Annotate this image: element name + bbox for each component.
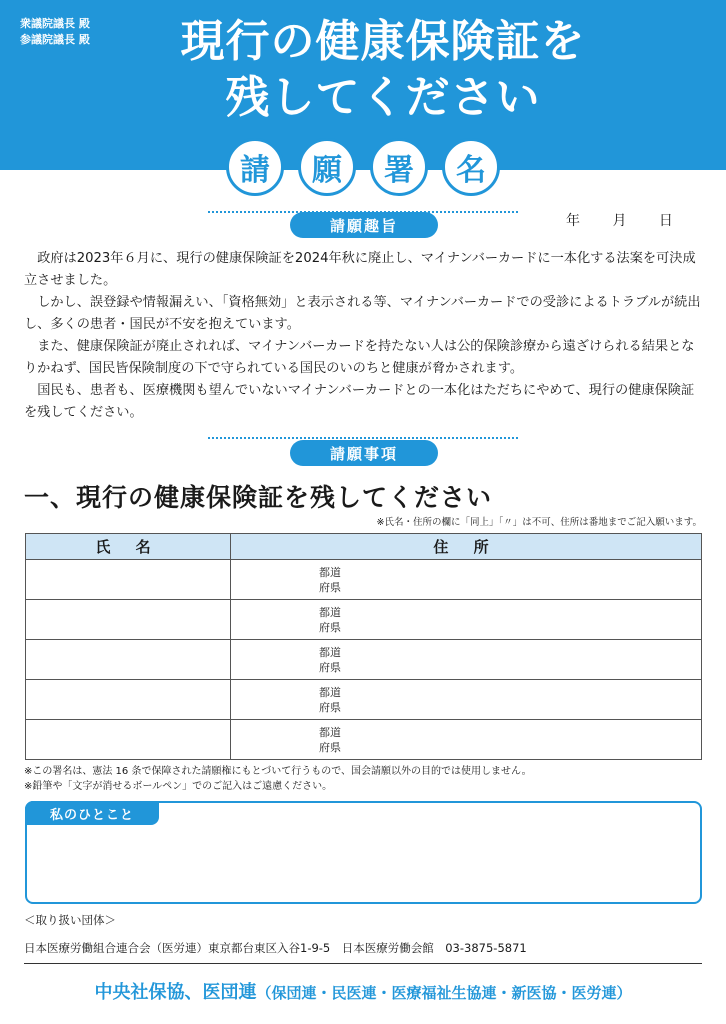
column-header-name: 氏 名 [26, 534, 231, 560]
address-cell[interactable] [231, 680, 702, 720]
table-row [26, 720, 702, 760]
address-cell[interactable] [231, 720, 702, 760]
organizer-info: 日本医療労働組合連合会（医労連）東京都台東区入谷1-9-5 日本医療労働会館 03-3875-5871 [24, 941, 527, 955]
page-title [0, 14, 726, 126]
table-row [26, 560, 702, 600]
table-row [26, 640, 702, 680]
purpose-paragraph: 国民も、患者も、医療機関も望んでいないマイナンバーカードとの一本化はただちにやめて、現行の健康保険証を残してください。 [24, 383, 695, 420]
footer-sub: （保団連・民医連・医療福祉生協連・新医協・医労連） [256, 984, 632, 1002]
dotted-divider [208, 437, 518, 439]
footer [0, 978, 726, 1004]
seal-char: 願 [298, 138, 356, 196]
date-field: 年 月 日 [566, 213, 673, 229]
comment-label: 私のひとこと [25, 801, 159, 825]
addressee-lower-house: 衆議院議長 殿 [20, 17, 90, 30]
name-cell[interactable] [26, 560, 231, 600]
footer-divider [24, 963, 702, 964]
addressee-upper-house: 参議院議長 殿 [20, 33, 90, 46]
signature-table [25, 533, 702, 760]
name-cell[interactable] [26, 600, 231, 640]
prefecture-label: 都道 府県 [319, 605, 341, 634]
column-header-address: 住 所 [231, 534, 702, 560]
address-cell[interactable] [231, 640, 702, 680]
prefecture-label: 都道 府県 [319, 565, 341, 594]
prefecture-label: 都道 府県 [319, 645, 341, 674]
name-cell[interactable] [26, 640, 231, 680]
name-cell[interactable] [26, 680, 231, 720]
table-row [26, 600, 702, 640]
usage-note: ※鉛筆や「文字が消せるボールペン」でのご記入はご遠慮ください。 [24, 781, 333, 792]
table-row [26, 680, 702, 720]
usage-note: ※この署名は、憲法 16 条で保障された請願権にもとづいて行うもので、国会請願以外の目的では使用しません。 [24, 766, 532, 777]
purpose-paragraph: また、健康保険証が廃止されれば、マイナンバーカードを持たない人は公的保険診療から遠ざけられる結果となりかねず、国民皆保険制度の下で守られている国民のいのちと健康が脅かされます。 [24, 339, 695, 376]
purpose-text [24, 248, 704, 424]
purpose-paragraph: しかし、誤登録や情報漏えい、「資格無効」と表示される等、マイナンバーカードでの受診によるトラブルが続出し、多くの患者・国民が不安を抱えています。 [24, 295, 701, 332]
address-cell[interactable] [231, 600, 702, 640]
purpose-label: 請願趣旨 [290, 212, 438, 238]
comment-box[interactable] [25, 801, 702, 904]
organizer-label: ＜取り扱い団体＞ [24, 913, 116, 927]
main-request: 一、現行の健康保険証を残してください [24, 483, 493, 512]
prefecture-label: 都道 府県 [319, 685, 341, 714]
seal-char: 請 [226, 138, 284, 196]
footer-main: 中央社保協、医団連 [94, 982, 257, 1003]
petition-signature-seals [0, 138, 726, 196]
entry-note: ※氏名・住所の欄に「同上」「〃」は不可、住所は番地までご記入願います。 [376, 517, 702, 528]
request-label: 請願事項 [290, 440, 438, 466]
title-line-1: 現行の健康保険証を [180, 16, 586, 67]
title-line-2: 残してください [225, 72, 541, 123]
seal-char: 名 [442, 138, 500, 196]
purpose-paragraph: 政府は2023年６月に、現行の健康保険証を2024年秋に廃止し、マイナンバーカードに一本化する法案を可決成立させました。 [24, 251, 696, 288]
seal-char: 署 [370, 138, 428, 196]
prefecture-label: 都道 府県 [319, 725, 341, 754]
usage-notes [24, 764, 532, 794]
name-cell[interactable] [26, 720, 231, 760]
address-cell[interactable] [231, 560, 702, 600]
